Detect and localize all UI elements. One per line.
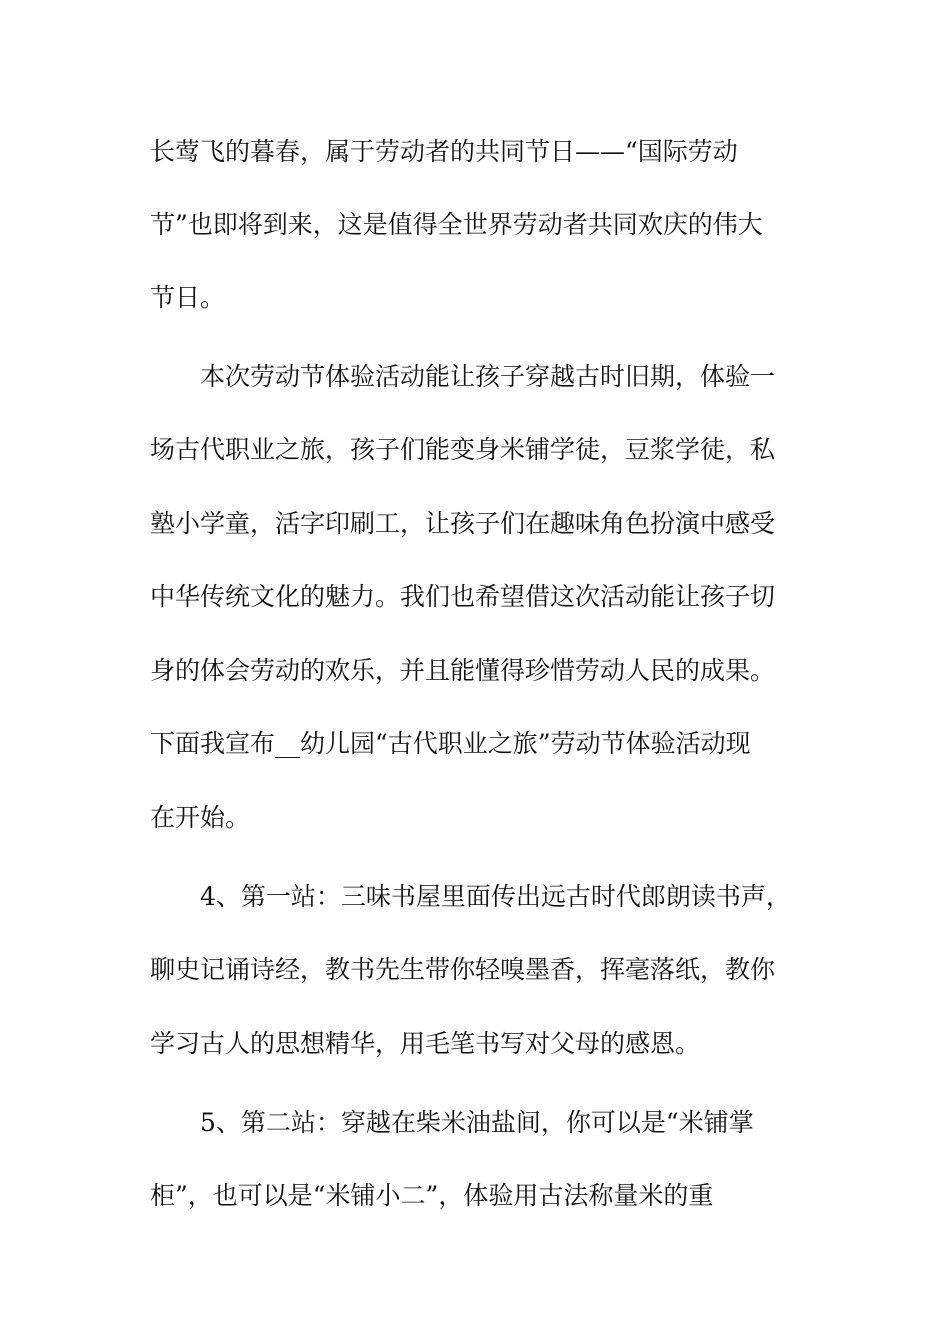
text-line: 学习古人的思想精华，用毛笔书写对父母的感恩。	[150, 1029, 701, 1058]
text-line: 5、第二站：穿越在柴米油盐间，你可以是“米铺掌	[150, 1108, 754, 1137]
text-line: 中华传统文化的魅力。我们也希望借这次活动能让孩子切	[150, 582, 776, 611]
text-line: 下面我宣布__幼儿园“古代职业之旅”劳动节体验活动现	[150, 729, 751, 758]
text-line: 聊史记诵诗经，教书先生带你轻嗅墨香，挥毫落纸，教你	[150, 955, 776, 984]
text-line: 场古代职业之旅，孩子们能变身米铺学徒，豆浆学徒，私	[150, 435, 776, 464]
text-line: 长莺飞的暮春，属于劳动者的共同节日——“国际劳动	[150, 137, 738, 166]
text-line: 身的体会劳动的欢乐，并且能懂得珍惜劳动人民的成果。	[150, 656, 776, 685]
text-line: 在开始。	[150, 803, 251, 832]
text-line: 4、第一站：三味书屋里面传出远古时代郎朗读书声，	[150, 882, 791, 911]
text-line: 本次劳动节体验活动能让孩子穿越古时旧期，体验一	[150, 362, 776, 391]
text-line: 节”也即将到来，这是值得全世界劳动者共同欢庆的伟大	[150, 210, 763, 239]
text-line: 塾小学童，活字印刷工，让孩子们在趣味角色扮演中感受	[150, 509, 776, 538]
text-line: 柜”，也可以是“米铺小二”，体验用古法称量米的重	[150, 1181, 714, 1210]
text-line: 节日。	[150, 283, 226, 312]
